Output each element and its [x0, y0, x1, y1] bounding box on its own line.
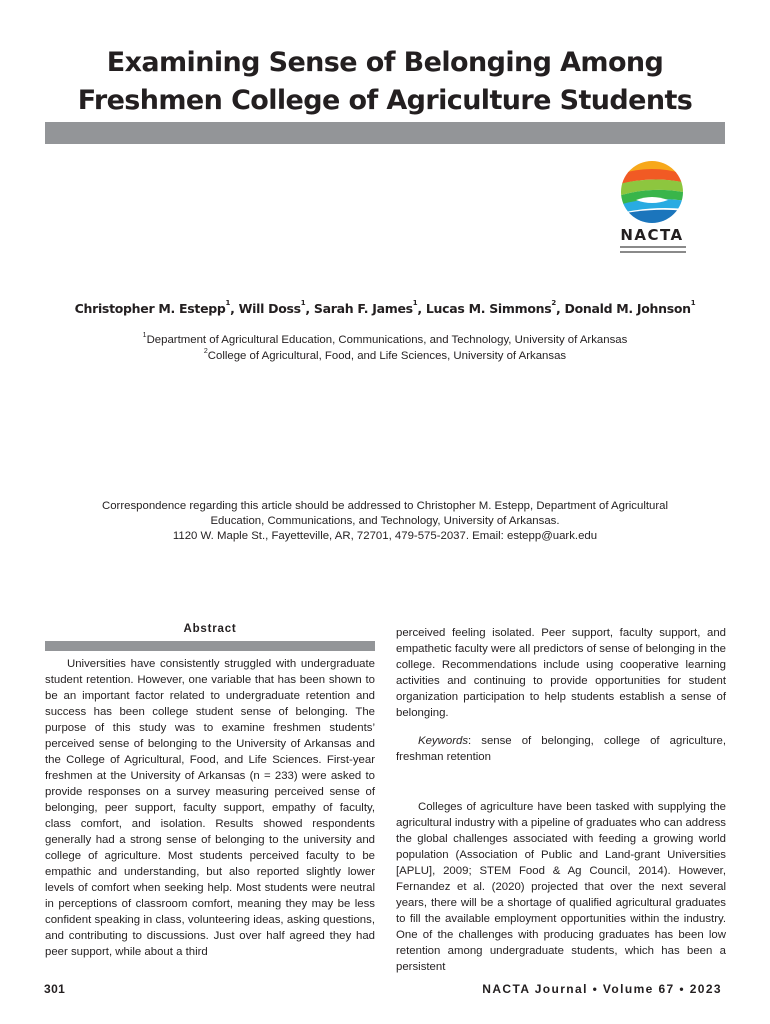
author-separator: , — [417, 301, 426, 316]
affiliation-1 — [40, 334, 730, 346]
correspondence-line-1: Correspondence regarding this article should be addressed to Christopher M. Estepp, Department of Agricultural — [101, 500, 669, 512]
author-name: Will Doss — [238, 301, 301, 316]
logo-tagline-line-1 — [620, 246, 686, 248]
author-name: Lucas M. Simmons — [425, 301, 552, 316]
author-list — [40, 301, 730, 316]
affiliation-2-text: College of Agricultural, Food, and Life Sciences, University of Arkansas — [207, 350, 567, 362]
affiliation-2-marker: 2 — [203, 348, 208, 355]
author-name: Donald M. Johnson — [564, 301, 691, 316]
abstract-text-left: Universities have consistently struggled with undergraduate student retention. However, one variable that has been shown to be an important factor related to undergraduate retention and success has been college student sense of belonging. The purpose of this study was to examine freshmen students’ perceived sense of belonging to the University of Arkansas and the College of Agricultural, Food, and Life Sciences. First-year freshmen at the University of Arkansas (n = 233) were asked to provide responses on a survey measuring perceived sense of belonging, peer support, faculty support, empathy of faculty, class comfort, and isolation. Results showed respondents generally had a strong sense of belonging to the university and college of agriculture. Most students perceived faculty to be empathic and understanding, but also reported slightly lower levels of comfort when seeking help. Most students were neutral in perceptions of classroom comfort, meaning they may be less confident speaking in class, volunteering ideas, asking questions, and contributing to discussions. Just over half agreed they had peer support, while about a third — [45, 658, 375, 958]
author-separator: , — [555, 301, 565, 316]
author-affiliation-marker: 1 — [690, 299, 696, 307]
author-name: Sarah F. James — [313, 301, 413, 316]
keywords — [396, 733, 726, 765]
author-separator: , — [230, 301, 239, 316]
page-number: 301 — [44, 982, 66, 996]
keywords-text: : sense of belonging, college of agriculture, freshman retention — [396, 735, 726, 763]
title-rule — [45, 122, 725, 144]
intro-column — [396, 799, 726, 975]
logo-wordmark: NACTA — [620, 226, 684, 244]
author-affiliation-marker: 1 — [300, 299, 306, 307]
affiliation-1-marker: 1 — [142, 332, 147, 339]
logo-tagline-line-2 — [620, 251, 686, 253]
abstract-rule — [45, 641, 375, 651]
intro-paragraph: Colleges of agriculture have been tasked with supplying the agricultural industry with a pipeline of graduates who can address the global challenges associated with feeding a growing world population (Association of Public and Land-grant Universities [APLU], 2009; STEM Food & Ag Council, 2014). However, Fernandez et al. (2020) projected that over the next several years, there will be a shortage of qualified agricultural graduates to fill the available employment opportunities within the industry. One of the challenges with producing graduates has been low retention among undergraduate students, which has been a persistent — [396, 801, 726, 973]
nacta-logo — [606, 154, 698, 258]
keywords-label: Keywords — [418, 735, 469, 747]
author-separator: , — [305, 301, 314, 316]
abstract-left-column — [45, 656, 375, 960]
author-name: Christopher M. Estepp — [74, 301, 226, 316]
correspondence-line-3: 1120 W. Maple St., Fayetteville, AR, 72701, 479-575-2037. Email: estepp@uark.edu — [172, 530, 598, 542]
abstract-right-column — [396, 625, 726, 721]
author-affiliation-marker: 2 — [551, 299, 556, 307]
nacta-emblem-icon — [606, 154, 698, 226]
article-title — [40, 44, 730, 120]
abstract-text-right: perceived feeling isolated. Peer support, faculty support, and empathetic faculty were all predictors of sense of belonging in the college. Recommendations include using cooperative learning activities and continuing to provide opportunities for student organization participation to help students establish a sense of belonging. — [396, 627, 726, 719]
correspondence-line-2: Education, Communications, and Technology, University of Arkansas. — [210, 515, 560, 527]
title-line-1: Examining Sense of Belonging Among — [106, 47, 664, 78]
affiliation-2 — [40, 350, 730, 362]
title-line-2: Freshmen College of Agriculture Students — [77, 85, 693, 116]
journal-footer: NACTA Journal • Volume 67 • 2023 — [482, 982, 722, 996]
author-affiliation-marker: 1 — [412, 299, 418, 307]
abstract-heading: Abstract — [183, 623, 237, 635]
affiliation-1-text: Department of Agricultural Education, Communications, and Technology, University of Arkansas — [146, 334, 628, 346]
author-affiliation-marker: 1 — [225, 299, 231, 307]
